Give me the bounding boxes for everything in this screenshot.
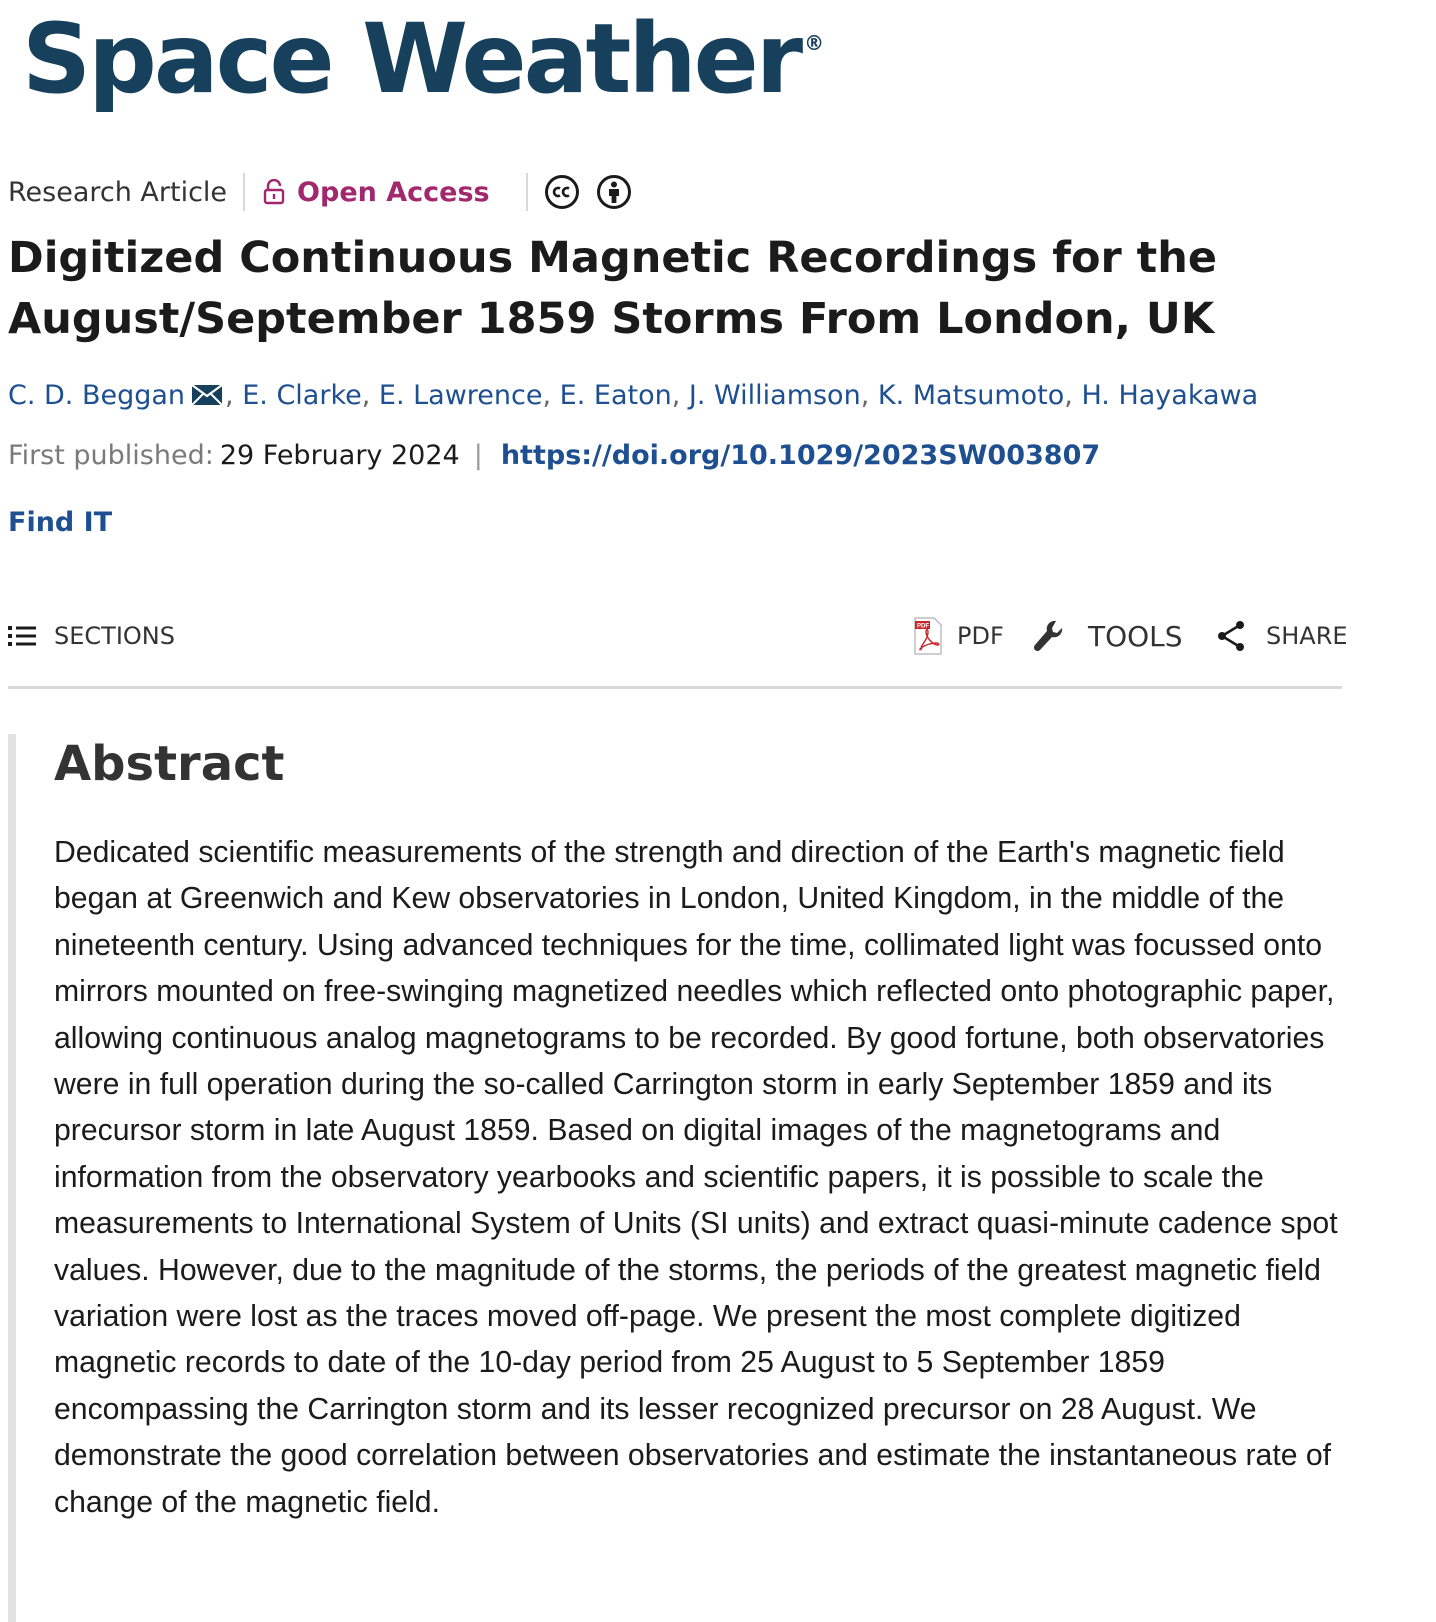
author-separator: , (671, 380, 689, 411)
share-icon (1216, 620, 1246, 652)
share-label: SHARE (1266, 622, 1348, 650)
article-type: Research Article (8, 176, 228, 208)
first-published-label: First published: (8, 440, 214, 471)
envelope-icon[interactable] (191, 382, 223, 413)
license-icons[interactable] (544, 174, 648, 210)
share-button[interactable] (1216, 612, 1348, 660)
attribution-icon (596, 174, 632, 210)
open-access-label: Open Access (297, 176, 490, 208)
publication-info (8, 440, 1100, 471)
author-link[interactable]: C. D. Beggan (8, 380, 186, 411)
pdf-button[interactable] (913, 612, 1004, 660)
author-separator: , (225, 380, 243, 411)
publication-separator: | (473, 440, 483, 471)
abstract-accent-bar (8, 734, 16, 1622)
author-separator: , (361, 380, 379, 411)
wrench-icon (1032, 617, 1070, 655)
abstract-heading: Abstract (54, 736, 285, 792)
author-link[interactable]: K. Matsumoto (877, 380, 1065, 411)
pdf-label: PDF (957, 622, 1004, 650)
tools-button[interactable] (1032, 612, 1183, 660)
first-published-date: 29 February 2024 (219, 440, 460, 471)
sections-label: SECTIONS (54, 622, 175, 650)
find-it-link[interactable]: Find IT (8, 507, 113, 538)
author-link[interactable]: E. Lawrence (378, 380, 543, 411)
abstract-text: Dedicated scientific measurements of the strength and direction of the Earth's magnetic field began at Greenwich and Kew observatories in London, United Kingdom, in the middle of the nineteenth century. Using advanced techniques for the time, collimated light was focussed onto mirrors mounted on free-swinging magnetized needles which reflected onto photographic paper, allowing continuous analog magnetograms to be recorded. By good fortune, both observatories were in full operation during the so-called Carrington storm in early September 1859 and its precursor storm in late August 1859. Based on digital images of the magnetograms and information from the observatory yearbooks and scientific papers, it is possible to scale the measurements to International System of Units (SI units) and extract quasi-minute cadence spot values. However, due to the magnitude of the storms, the periods of the greatest magnetic field variation were lost as the traces moved off-page. We present the most complete digitized magnetic records to date of the 10-day period from 25 August to 5 September 1859 encompassing the Carrington storm and its lesser recognized precursor on 28 August. We demonstrate the good correlation between observatories and estimate the instantaneous rate of change of the magnetic field. (54, 836, 1338, 1519)
list-icon (8, 625, 36, 647)
cc-icon (544, 174, 580, 210)
registered-mark: ® (804, 31, 825, 55)
author-list (8, 380, 1258, 411)
article-toolbar (8, 612, 1348, 660)
author-link[interactable]: H. Hayakawa (1081, 380, 1259, 411)
sections-button[interactable] (8, 612, 175, 660)
meta-divider (526, 173, 528, 211)
meta-divider (243, 173, 245, 211)
author-link[interactable]: E. Eaton (559, 380, 672, 411)
open-access-badge[interactable] (263, 177, 490, 208)
journal-logo[interactable] (22, 4, 824, 114)
article-meta-row (8, 170, 648, 214)
tools-label: TOOLS (1088, 619, 1183, 653)
pdf-file-icon (913, 617, 943, 655)
journal-name: Space Weather (22, 3, 801, 115)
author-link[interactable]: E. Clarke (242, 380, 362, 411)
author-separator: , (860, 380, 878, 411)
unlock-icon (263, 179, 285, 205)
toolbar-divider (8, 686, 1342, 689)
author-separator: , (542, 380, 560, 411)
author-link[interactable]: J. Williamson (688, 380, 861, 411)
pdf-icon-text: PDF (917, 623, 929, 630)
doi-link[interactable]: https://doi.org/10.1029/2023SW003807 (500, 440, 1101, 471)
author-separator: , (1064, 380, 1082, 411)
article-title: Digitized Continuous Magnetic Recordings for the August/September 1859 Storms From London, UK (8, 233, 1217, 344)
